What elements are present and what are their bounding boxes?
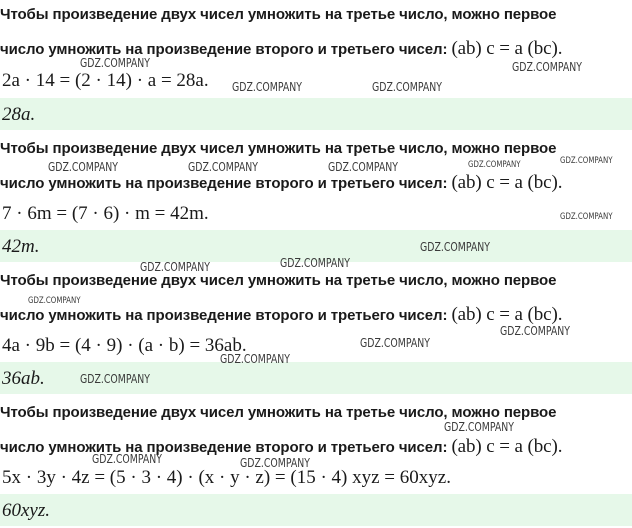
rule-formula: (ab) c = a (bc). xyxy=(451,38,563,59)
watermark: GDZ.COMPANY xyxy=(500,324,571,338)
watermark: GDZ.COMPANY xyxy=(420,240,491,254)
watermark: GDZ.COMPANY xyxy=(92,452,163,466)
watermark: GDZ.COMPANY xyxy=(232,80,303,94)
watermark: GDZ.COMPANY xyxy=(360,336,431,350)
answer-band xyxy=(0,494,632,526)
watermark: GDZ.COMPANY xyxy=(372,80,443,94)
watermark: GDZ.COMPANY xyxy=(328,160,399,174)
watermark: GDZ.COMPANY xyxy=(280,256,351,270)
rule-line-2 xyxy=(0,172,562,194)
rule-line-2 xyxy=(0,436,562,458)
rule-text: число умножить на произведение второго и третьего чисел: xyxy=(0,307,448,324)
watermark: GDZ.COMPANY xyxy=(28,296,81,306)
watermark: GDZ.COMPANY xyxy=(560,156,613,166)
rule-text: число умножить на произведение второго и третьего чисел: xyxy=(0,175,448,192)
work-line: 5x · 3y · 4z = (5 · 3 · 4) · (x · y · z) = (15 · 4) xyz = 60xyz. xyxy=(2,467,451,488)
answer-text: 42m. xyxy=(2,236,40,257)
rule-formula: (ab) c = a (bc). xyxy=(451,172,563,193)
work-line: 7 · 6m = (7 · 6) · m = 42m. xyxy=(2,203,209,224)
answer-text: 36ab. xyxy=(2,368,45,389)
watermark: GDZ.COMPANY xyxy=(444,420,515,434)
watermark: GDZ.COMPANY xyxy=(80,372,151,386)
work-line: 4a · 9b = (4 · 9) · (a · b) = 36ab. xyxy=(2,335,247,356)
rule-line-1: Чтобы произведение двух чисел умножить на третье число, можно первое xyxy=(0,6,557,23)
watermark: GDZ.COMPANY xyxy=(140,260,211,274)
watermark: GDZ.COMPANY xyxy=(80,56,151,70)
rule-line-1: Чтобы произведение двух чисел умножить на третье число, можно первое xyxy=(0,272,557,289)
rule-formula: (ab) c = a (bc). xyxy=(451,304,563,325)
answer-text: 28a. xyxy=(2,104,36,125)
rule-line-1: Чтобы произведение двух чисел умножить на третье число, можно первое xyxy=(0,140,557,157)
work-line: 2a · 14 = (2 · 14) · a = 28a. xyxy=(2,70,209,91)
watermark: GDZ.COMPANY xyxy=(220,352,291,366)
rule-text: число умножить на произведение второго и третьего чисел: xyxy=(0,41,448,58)
rule-line-1: Чтобы произведение двух чисел умножить на третье число, можно первое xyxy=(0,404,557,421)
watermark: GDZ.COMPANY xyxy=(560,212,613,222)
watermark: GDZ.COMPANY xyxy=(188,160,259,174)
answer-band xyxy=(0,98,632,130)
watermark: GDZ.COMPANY xyxy=(48,160,119,174)
rule-formula: (ab) c = a (bc). xyxy=(451,436,563,457)
answer-text: 60xyz. xyxy=(2,500,51,521)
rule-text: число умножить на произведение второго и третьего чисел: xyxy=(0,439,448,456)
watermark: GDZ.COMPANY xyxy=(512,60,583,74)
watermark: GDZ.COMPANY xyxy=(468,160,521,170)
watermark: GDZ.COMPANY xyxy=(240,456,311,470)
rule-line-2 xyxy=(0,304,562,326)
